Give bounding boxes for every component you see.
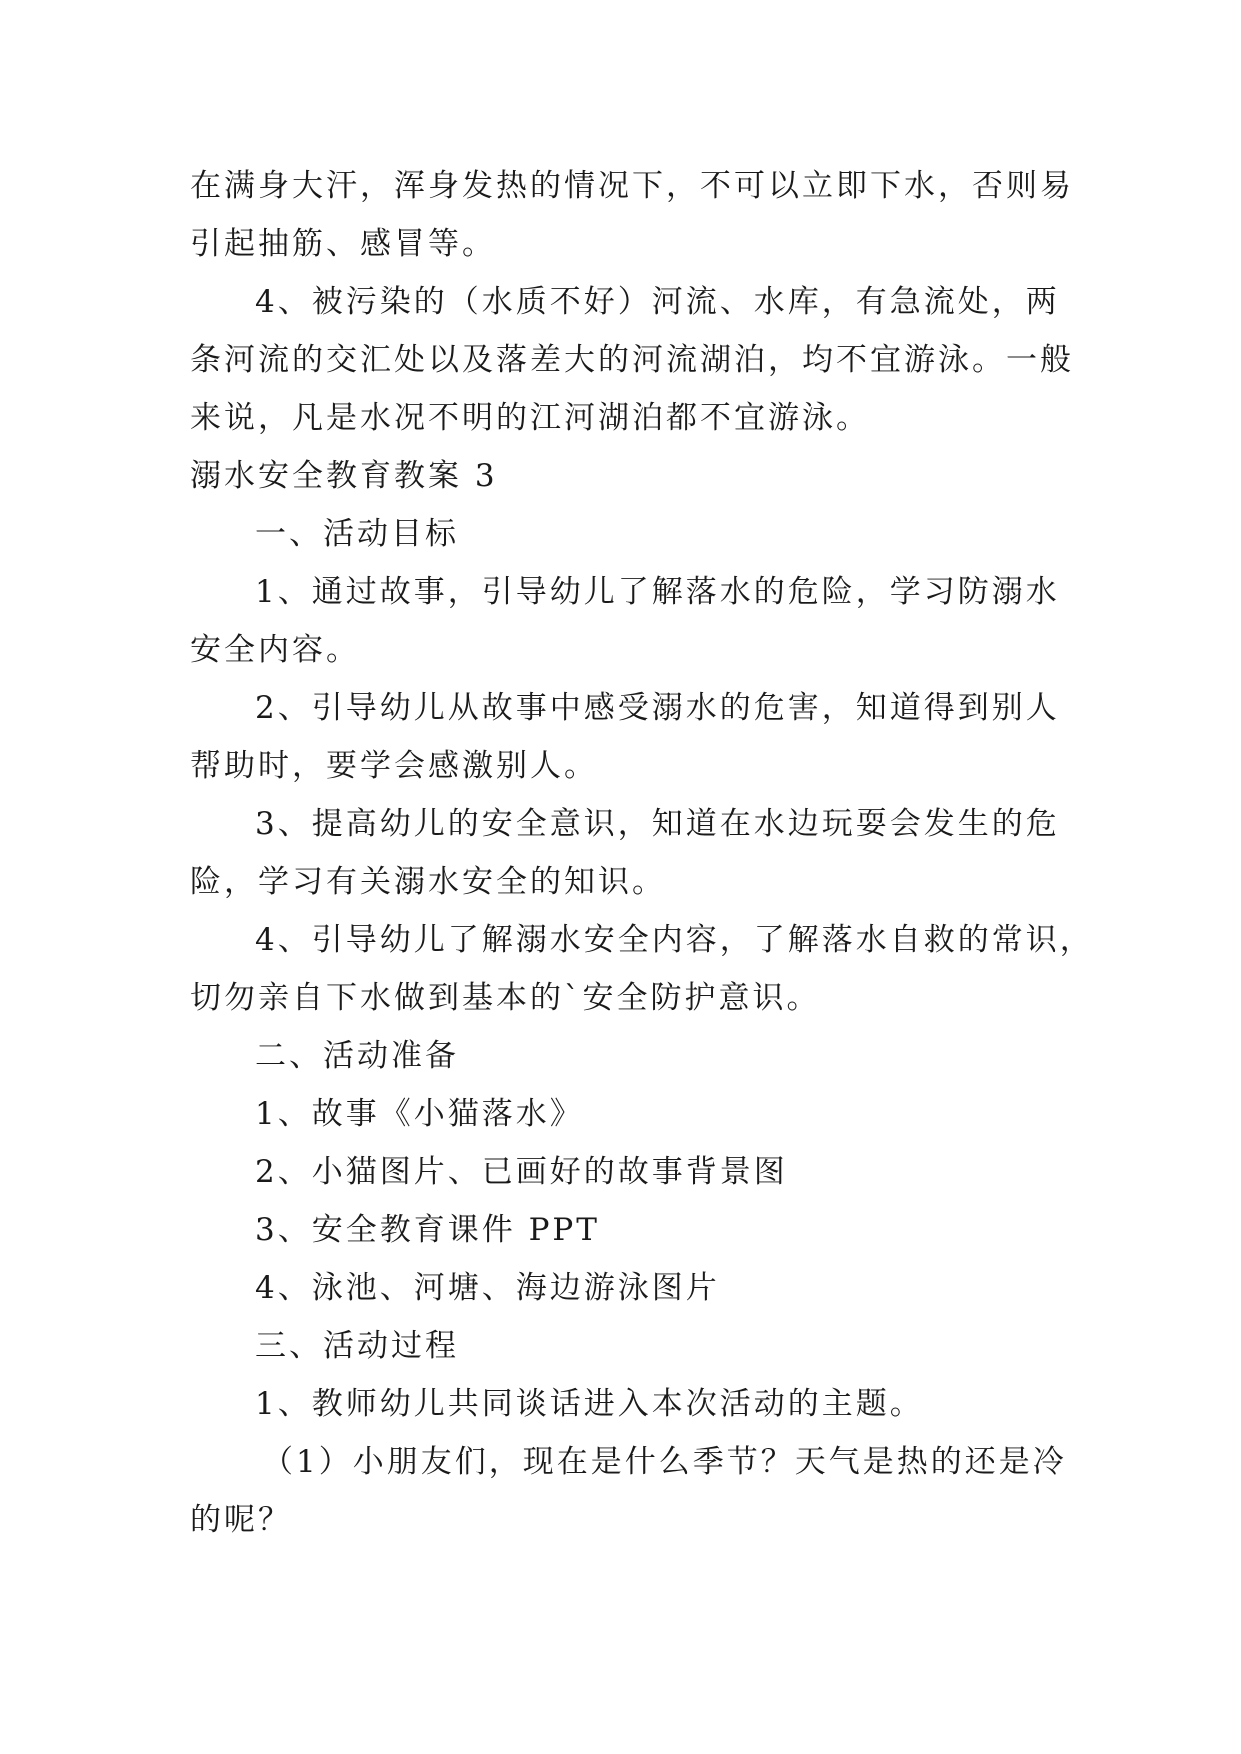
list-item: 4、泳池、河塘、海边游泳图片	[255, 1270, 720, 1306]
paragraph-line: 险，学习有关溺水安全的知识。	[190, 864, 666, 900]
paragraph-line: 2、引导幼儿从故事中感受溺水的危害，知道得到别人	[255, 690, 1060, 726]
paragraph-line: （1）小朋友们，现在是什么季节？天气是热的还是冷	[262, 1444, 1067, 1480]
paragraph-line: 来说，凡是水况不明的江河湖泊都不宜游泳。	[190, 400, 870, 436]
paragraph-line: 帮助时，要学会感激别人。	[190, 748, 598, 784]
list-item: 1、故事《小猫落水》	[255, 1096, 584, 1132]
section-heading: 二、活动准备	[255, 1038, 459, 1074]
paragraph-line: 安全内容。	[190, 632, 360, 668]
section-heading: 一、活动目标	[255, 516, 459, 552]
paragraph-line: 1、教师幼儿共同谈话进入本次活动的主题。	[255, 1386, 924, 1422]
paragraph-line: 条河流的交汇处以及落差大的河流湖泊，均不宜游泳。一般	[190, 342, 1074, 378]
list-item: 3、安全教育课件 PPT	[255, 1212, 600, 1248]
paragraph-line: 4、引导幼儿了解溺水安全内容，了解落水自救的常识，	[255, 922, 1094, 958]
section-title: 溺水安全教育教案 3	[190, 458, 498, 494]
paragraph-line: 4、被污染的（水质不好）河流、水库，有急流处，两	[255, 284, 1060, 320]
paragraph-line: 1、通过故事，引导幼儿了解落水的危险，学习防溺水	[255, 574, 1060, 610]
section-heading: 三、活动过程	[255, 1328, 459, 1364]
paragraph-line: 的呢？	[190, 1502, 292, 1538]
paragraph-line: 切勿亲自下水做到基本的`安全防护意识。	[190, 980, 821, 1016]
paragraph-line: 引起抽筋、感冒等。	[190, 226, 496, 262]
paragraph-line: 在满身大汗，浑身发热的情况下，不可以立即下水，否则易	[190, 168, 1074, 204]
paragraph-line: 3、提高幼儿的安全意识，知道在水边玩耍会发生的危	[255, 806, 1060, 842]
list-item: 2、小猫图片、已画好的故事背景图	[255, 1154, 788, 1190]
